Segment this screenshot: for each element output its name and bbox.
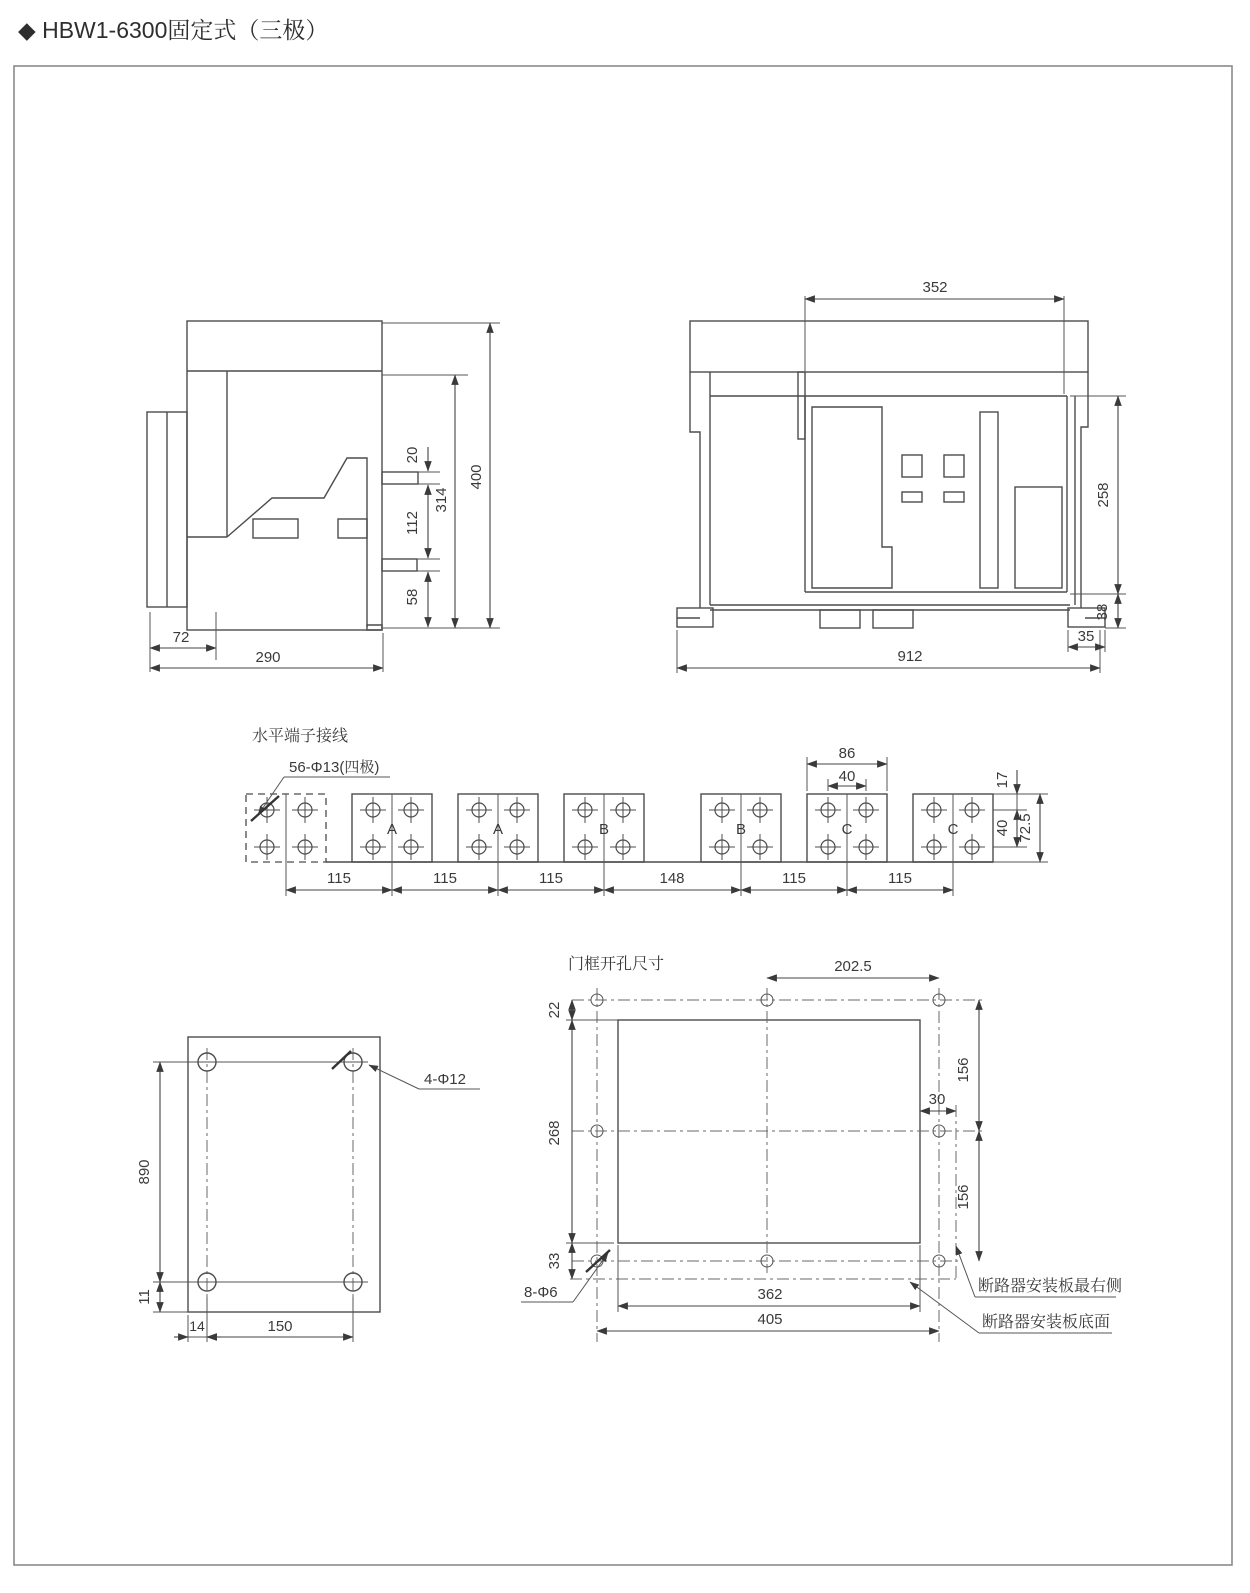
- front-cover-plate: [812, 407, 892, 588]
- terminal-block-neutral: [246, 794, 326, 896]
- door-note-right-edge: 断路器安装板最右侧: [978, 1278, 1123, 1295]
- door-dim-22: 22: [546, 1001, 563, 1019]
- terminal-spacing-4: 148: [659, 870, 685, 887]
- door-dim-362: 362: [757, 1286, 783, 1303]
- front-right-leg: [1075, 372, 1088, 608]
- door-dim-405: 405: [757, 1311, 783, 1328]
- side-dim-58: 58: [404, 588, 421, 606]
- side-dim-72: 72: [172, 629, 190, 646]
- front-hanger-tab: [798, 372, 805, 439]
- plate-dim-890: 890: [136, 1159, 153, 1185]
- terminal-spacing-1: 115: [327, 870, 351, 887]
- door-note-bottom-face: 断路器安装板底面: [982, 1314, 1111, 1331]
- side-dim-400: 400: [468, 464, 485, 490]
- terminal-block-a2: [458, 794, 538, 896]
- side-inner-profile: [187, 371, 367, 627]
- terminal-dim-40-right: 40: [994, 819, 1011, 837]
- terminal-spacing-2: 115: [433, 870, 457, 887]
- side-dim-112: 112: [404, 511, 421, 535]
- terminal-block-b1: [564, 794, 644, 896]
- plate-extension-lines: [153, 1062, 368, 1342]
- plate-dim-150: 150: [267, 1318, 293, 1335]
- terminal-section-label: 水平端子接线: [252, 728, 349, 745]
- front-slot-2: [944, 492, 964, 502]
- pole-label: B: [735, 821, 747, 838]
- terminal-dim-86: 86: [838, 745, 856, 762]
- terminal-dim-40-top: 40: [838, 768, 856, 785]
- callout-leader: [573, 1253, 608, 1302]
- pole-label: C: [947, 821, 959, 838]
- front-base-tab-1: [820, 610, 860, 628]
- side-detail-rect-2: [338, 519, 367, 538]
- front-base-rail: [710, 605, 1070, 610]
- terminal-spacing-5: 115: [782, 870, 806, 887]
- pole-label: A: [386, 821, 398, 838]
- door-frame-view: [521, 955, 1122, 1342]
- terminal-hole-callout: 56-Φ13(四极): [289, 759, 380, 776]
- note-leader: [956, 1246, 975, 1297]
- side-base-step: [367, 625, 382, 630]
- door-dim-33: 33: [546, 1252, 563, 1270]
- side-body-outline: [187, 321, 382, 630]
- plate-centerlines: [207, 1048, 353, 1297]
- front-dim-352: 352: [922, 279, 948, 296]
- side-dim-314: 314: [433, 487, 450, 513]
- door-extension-lines: [566, 1020, 920, 1312]
- plate-hole-callout: 4-Φ12: [424, 1071, 466, 1088]
- door-section-label: 门框开孔尺寸: [568, 956, 665, 973]
- door-dim-30: 30: [928, 1091, 946, 1108]
- callout-leader: [369, 1065, 419, 1089]
- front-button-1: [902, 455, 922, 477]
- side-view: [147, 321, 500, 672]
- terminal-spacing-6: 115: [888, 870, 912, 887]
- front-inner-panel-edges: [805, 396, 1067, 592]
- pole-label: C: [841, 821, 853, 838]
- front-side-panel: [1015, 487, 1062, 588]
- side-dim-290: 290: [255, 649, 281, 666]
- door-dim-202-5: 202.5: [834, 958, 872, 975]
- door-dim-156-top: 156: [955, 1057, 972, 1083]
- callout-leader: [258, 777, 284, 815]
- front-view: [677, 279, 1126, 673]
- callout-slash: [332, 1051, 351, 1069]
- front-vertical-strip: [980, 412, 998, 588]
- front-top-band: [690, 321, 1088, 372]
- door-dim-156-bottom: 156: [955, 1184, 972, 1210]
- terminal-dim-72-5: 72.5: [1017, 813, 1034, 843]
- front-left-leg: [690, 372, 710, 608]
- front-button-2: [944, 455, 964, 477]
- plate-dim-14: 14: [189, 1318, 205, 1334]
- side-dim-20: 20: [404, 446, 421, 464]
- page-title: ◆ HBW1-6300固定式（三极）: [18, 17, 329, 43]
- terminal-layout: [246, 727, 1048, 896]
- door-hole-callout: 8-Φ6: [524, 1284, 558, 1301]
- side-detail-rect-1: [253, 519, 298, 538]
- door-dim-268: 268: [546, 1120, 563, 1146]
- front-dim-258: 258: [1095, 482, 1112, 508]
- terminal-dim-17: 17: [994, 771, 1011, 789]
- plate-dim-11: 11: [136, 1289, 153, 1305]
- terminal-block-a1: [352, 794, 432, 896]
- terminal-block-b2: [701, 794, 781, 896]
- front-dim-35: 35: [1077, 628, 1095, 645]
- front-extension-lines: [677, 296, 1126, 673]
- terminal-block-c1: [807, 794, 887, 896]
- front-dim-38: 38: [1094, 603, 1111, 621]
- side-terminal-bottom: [382, 559, 417, 571]
- terminal-block-c2: [913, 794, 993, 896]
- mounting-plate-view: [136, 1037, 480, 1342]
- front-base-tab-2: [873, 610, 913, 628]
- plate-outline: [188, 1037, 380, 1312]
- front-dim-912: 912: [897, 648, 923, 665]
- terminal-spacing-3: 115: [539, 870, 563, 887]
- pole-label: B: [598, 821, 610, 838]
- side-terminal-top: [382, 472, 418, 484]
- pole-label: A: [492, 821, 504, 838]
- front-slot-1: [902, 492, 922, 502]
